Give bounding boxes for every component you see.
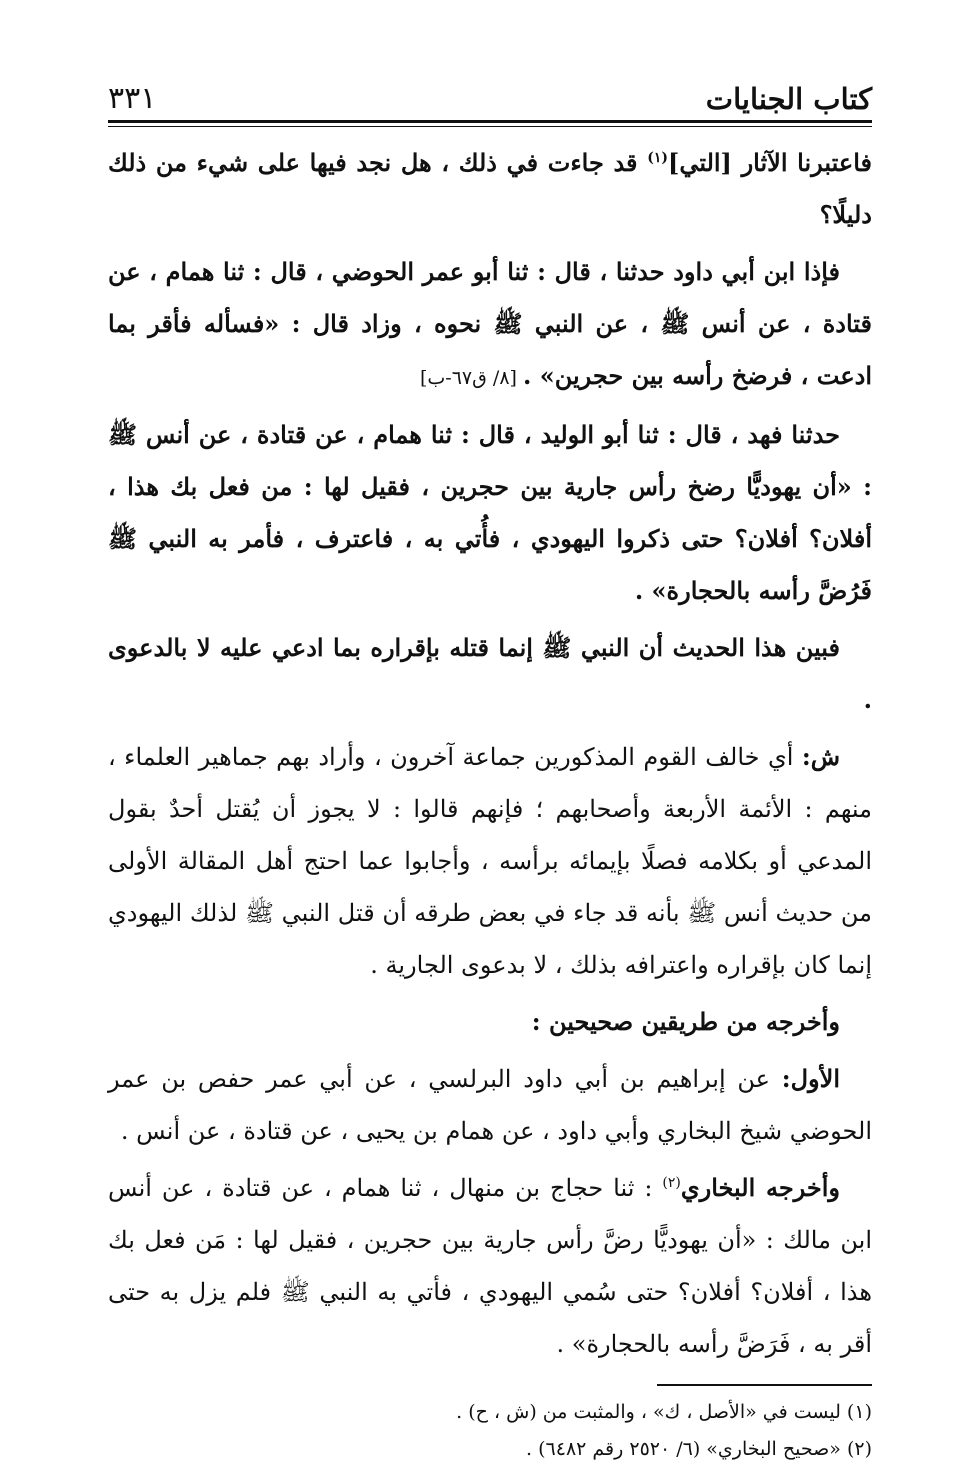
footnote-mark-1: (١) [647, 150, 668, 166]
book-page [108, 70, 872, 1460]
footnote-2: (٢) «صحيح البخاري» (٦/ ٢٥٢٠ رقم ٦٤٨٢) . [526, 1438, 872, 1460]
page-header [108, 70, 872, 114]
page-number: ٣٣١ [108, 81, 157, 116]
paragraph-1 [108, 137, 872, 241]
paragraph-7 [108, 1162, 872, 1370]
paragraph-4: فبين هذا الحديث أن النبي ﷺ إنما قتله بإقراره بما ادعي عليه لا بالدعوى . [108, 633, 872, 714]
paragraph-6 [108, 1053, 872, 1157]
header-rule-thin [108, 126, 872, 127]
footnotes [108, 1394, 872, 1468]
header-rule-thick [108, 120, 872, 123]
paragraph-2-text: فإذا ابن أبي داود حدثنا ، قال : ثنا أبو عمر الحوضي ، قال : ثنا همام ، عن قتادة ، عن أنس ﷺ ، عن النبي ﷺ نحوه ، وزاد قال : «فسأله فأقر بما ادعت ، فرضخ رأسه بين حجرين» . [108, 257, 872, 390]
paragraph-1-part1: فاعتبرنا الآثار [التي] [667, 148, 872, 177]
section-heading: وأخرجه من طريقين صحيحين : [531, 1007, 840, 1036]
paragraph-3: حدثنا فهد ، قال : ثنا أبو الوليد ، قال : ثنا همام ، عن قتادة ، عن أنس ﷺ : «أن يهوديًّا رضخ رأس جارية بين حجرين ، فقيل لها : من فعل بك هذا ، أفلان؟ أفلان؟ حتى ذكروا اليهودي ، فأُتي به ، فاعترف ، فأمر به النبي ﷺ فَرُضَّ رأسه بالحجارة» . [108, 420, 872, 605]
main-text [108, 137, 872, 1370]
paragraph-2 [108, 246, 872, 404]
paragraph-1-part2: قد جاءت في ذلك ، هل نجد فيها على شيء من ذلك دليلًا؟ [108, 148, 872, 229]
paragraph-7-text: : ثنا حجاج بن منهال ، ثنا همام ، عن قتادة ، عن أنس ابن مالك : «أن يهوديًّا رضَّ رأس جارية بين حجرين ، فقيل لها : مَن فعل بك هذا ، أفلان؟ أفلان؟ حتى سُمي اليهودي ، فأتي به النبي ﷺ فلم يزل به حتى أقر به ، فَرَضَّ رأسه بالحجارة» . [108, 1174, 872, 1358]
paragraph-5-text: أي خالف القوم المذكورين جماعة آخرون ، وأراد بهم جماهير العلماء ، منهم : الأئمة الأربعة وأصحابهم ؛ فإنهم قالوا : لا يجوز أن يُقتل أحدٌ بقول المدعي أو بكلامه فصلًا بإيمائه برأسه ، وأجابوا عما احتج أهل المقالة الأولى من حديث أنس ﷺ بأنه قد جاء في بعض طرقه أن قتل النبي ﷺ لذلك اليهودي إنما كان بإقراره واعترافه بذلك ، لا بدعوى الجارية . [108, 743, 872, 979]
manuscript-reference: [٨/ ق٦٧-ب] [419, 367, 523, 389]
paragraph-6-text: عن إبراهيم بن أبي داود البرلسي ، عن أبي عمر حفص بن عمر الحوضي شيخ البخاري وأبي داود ، عن همام بن يحيى ، عن قتادة ، عن أنس . [108, 1065, 872, 1145]
paragraph-5 [108, 731, 872, 991]
commentary-marker: ش: [801, 742, 840, 771]
first-route-label: الأول: [781, 1064, 840, 1093]
footnote-1: (١) ليست في «الأصل ، ك» ، والمثبت من (ش ، ح) . [456, 1401, 872, 1423]
running-title: كتاب الجنايات [705, 82, 872, 116]
footnote-separator [657, 1384, 872, 1386]
bukhari-label: وأخرجه البخاري [680, 1173, 840, 1202]
footnote-mark-2: (٢) [662, 1175, 681, 1191]
